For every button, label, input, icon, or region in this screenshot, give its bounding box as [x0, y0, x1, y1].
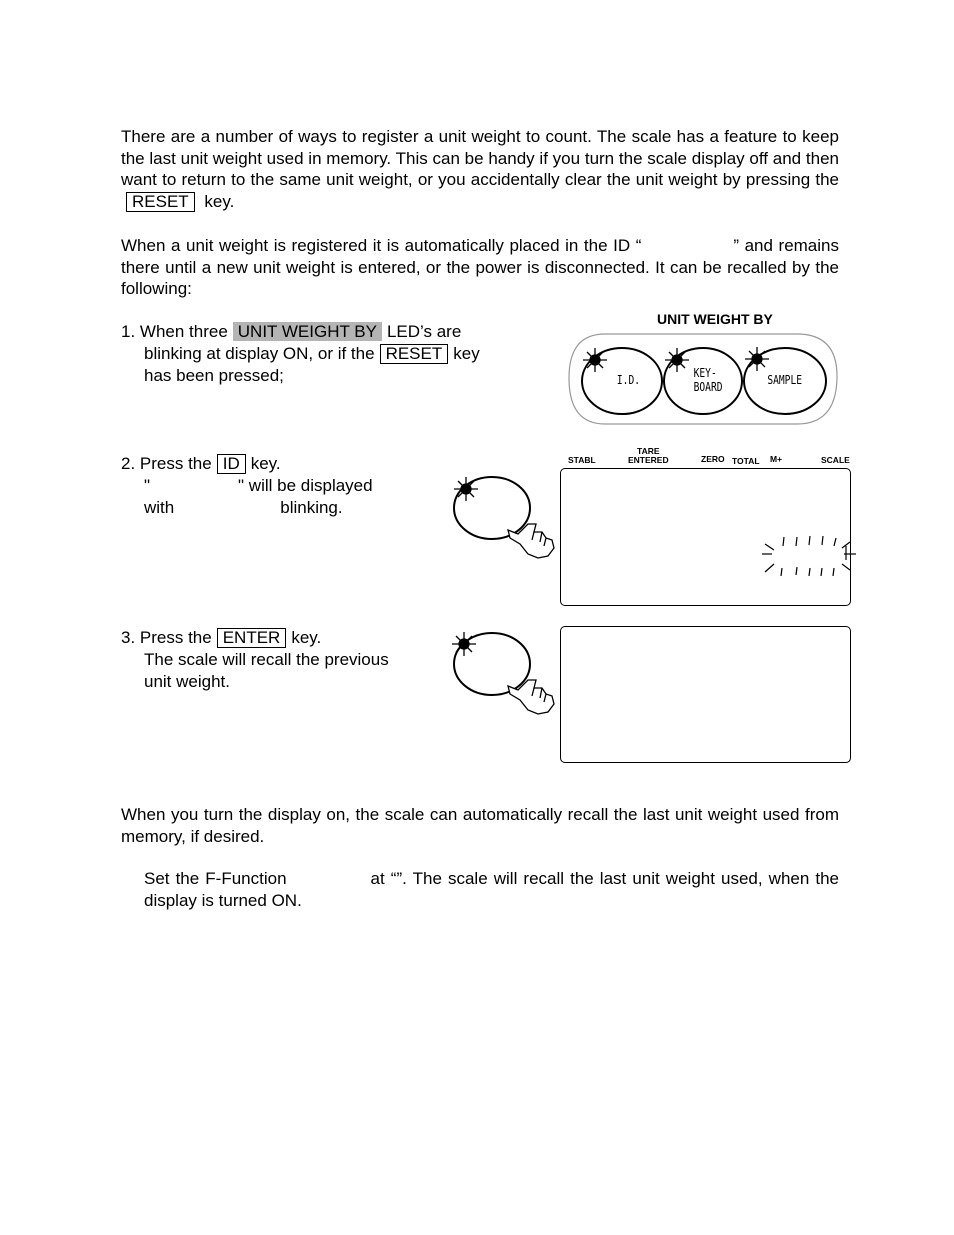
intro-paragraph-1-end: key. — [204, 192, 235, 212]
step-1 — [121, 321, 480, 387]
step-2-line-3 — [121, 497, 373, 519]
keyboard-key-text — [694, 366, 723, 394]
intro-paragraph-2-a: When a unit weight is registered it is automatically placed in the ID “ — [121, 236, 642, 255]
sample-key-text: SAMPLE — [767, 373, 803, 387]
quote-open: " — [144, 476, 151, 495]
indicator-total: TOTAL — [732, 456, 760, 466]
step-3-line-2: The scale will recall the previous — [144, 650, 389, 669]
f-function-text-a: Set the F-Function — [144, 869, 287, 888]
f-function-text-b: at “ — [370, 869, 397, 888]
step-2-displayed-text: " will be displayed — [238, 476, 373, 495]
f-function-text-c: ”. The scale will recall the last unit weight used, when the display is turned ON. — [144, 869, 840, 910]
keyboard-key-line-2: BOARD — [693, 380, 723, 394]
indicator-stabl: STABL — [568, 455, 596, 465]
blinking-digit-icon — [760, 534, 860, 580]
id-key-text: I.D. — [616, 373, 641, 387]
id-key-press-icon — [448, 474, 560, 564]
step-1-line-2 — [121, 343, 480, 365]
step-1-key-text: key — [453, 344, 480, 363]
step-2 — [121, 453, 373, 519]
lcd-display-step-3 — [560, 626, 851, 763]
indicator-entered: ENTERED — [628, 455, 669, 465]
step-2-with-text: with — [144, 498, 175, 517]
intro-paragraph-2 — [121, 235, 839, 300]
step-3-key-text: key. — [291, 628, 322, 647]
indicator-zero: ZERO — [701, 454, 725, 464]
reset-key-label: RESET — [126, 192, 195, 212]
step-1-blinking-text: blinking at display ON, or if the — [144, 344, 375, 363]
step-2-intro: 2. Press the — [121, 454, 212, 473]
step-1-led-text: LED’s are — [386, 322, 462, 341]
step-2-blinking-text: blinking. — [280, 498, 343, 517]
step-2-key-text: key. — [250, 454, 281, 473]
step-1-intro: 1. When three — [121, 322, 228, 341]
panel-title: UNIT WEIGHT BY — [657, 311, 773, 327]
enter-key-press-icon — [448, 630, 560, 720]
indicator-tare-entered — [628, 447, 669, 465]
intro-paragraph-2-b: ” and remains there until a new unit weight is entered, or the power is disconnected. It can be recalled by the following: — [121, 236, 839, 299]
id-key-label: ID — [217, 454, 246, 474]
enter-key-label: ENTER — [217, 628, 287, 648]
step-3 — [121, 627, 389, 693]
step-3-line-3: unit weight. — [144, 672, 230, 691]
step-3-intro: 3. Press the — [121, 628, 212, 647]
indicator-tare: TARE — [637, 446, 660, 456]
intro-paragraph-1 — [121, 126, 839, 213]
reset-key-label-2: RESET — [380, 344, 449, 364]
keyboard-key-line-1: KEY- — [693, 366, 717, 380]
auto-recall-paragraph: When you turn the display on, the scale can automatically recall the last unit weight used from memory, if desired. — [121, 805, 839, 846]
unit-weight-by-label: UNIT WEIGHT BY — [233, 322, 382, 341]
step-1-line-3: has been pressed; — [144, 366, 284, 385]
intro-paragraph-1-text: There are a number of ways to register a unit weight to count. The scale has a feature to keep the last unit weight used in memory. This can be handy if you turn the scale display off and then want to return to the same unit weight, or you accidentally clear the unit weight by pressing the — [121, 127, 839, 190]
f-function-paragraph — [144, 868, 839, 911]
step-2-line-2 — [121, 475, 373, 497]
indicator-mplus: M+ — [770, 454, 783, 464]
indicator-scale: SCALE — [821, 455, 850, 465]
